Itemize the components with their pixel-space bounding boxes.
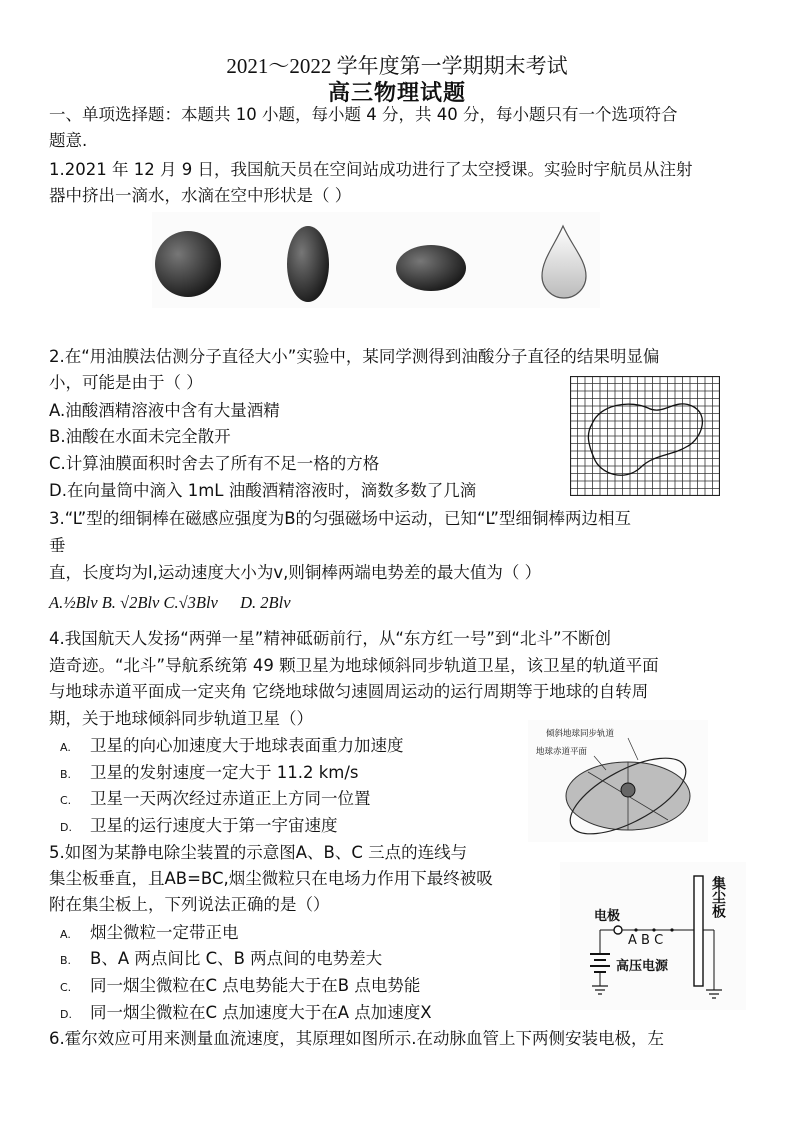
question-5-text: 附在集尘板上，下列说法正确的是（）	[49, 895, 330, 914]
round-drop	[155, 231, 221, 297]
vertical-oval-drop	[287, 226, 329, 302]
water-drop-figure	[152, 212, 600, 308]
question-3-option-b: B. √2Blv	[101, 593, 160, 612]
equator-label: 地球赤道平面	[536, 747, 588, 757]
question-4-text: 4.我国航天人发扬“两弹一星”精神砥砺前行，从“东方红一号”到“北斗”不断创	[49, 629, 612, 648]
oil-film-grid-figure	[570, 376, 720, 496]
horizontal-oval-drop	[396, 245, 466, 291]
exam-subtitle: 高三物理试题	[327, 81, 466, 106]
question-3-option-a: A.½Blv	[49, 593, 98, 612]
section-heading-line: 题意.	[49, 131, 88, 150]
question-3-text: 直，长度均为l,运动速度大小为v,则铜棒两端电势差的最大值为（ ）	[49, 563, 542, 582]
question-1-text: 1.2021 年 12 月 9 日，我国航天员在空间站成功进行了太空授课。实验时宇航员从注射	[49, 160, 693, 179]
earth	[621, 783, 635, 797]
question-1-text: 器中挤出一滴水，水滴在空中形状是（ ）	[49, 186, 352, 205]
question-2-text: 2.在“用油膜法估测分子直径大小”实验中，某同学测得到油酸分子直径的结果明显偏	[49, 347, 660, 366]
question-5-option-a: A. 烟尘微粒一定带正电	[60, 923, 239, 942]
question-4-text: 造奇迹。“北斗”导航系统第 49 颗卫星为地球倾斜同步轨道卫星，该卫星的轨道平面	[49, 656, 659, 675]
question-2-option-a: A.油酸酒精溶液中含有大量酒精	[49, 401, 280, 420]
question-2-text: 小，可能是由于（ ）	[49, 373, 203, 392]
question-3-text: 3.“L”型的细铜棒在磁感应强度为B的匀强磁场中运动，已知“L”型细铜棒两边相互	[49, 509, 631, 528]
question-3-option-d: D. 2Blv	[240, 593, 291, 612]
question-5-option-b: B. B、A 两点间比 C、B 两点间的电势差大	[60, 949, 383, 968]
question-5-text: 5.如图为某静电除尘装置的示意图A、B、C 三点的连线与	[49, 843, 468, 862]
question-2-option-b: B.油酸在水面未完全散开	[49, 427, 231, 446]
orbit-label: 倾斜地球同步轨道	[546, 729, 615, 739]
inclined-orbit-figure	[528, 720, 708, 842]
collector-plate	[694, 876, 703, 986]
question-4-text: 期，关于地球倾斜同步轨道卫星（）	[49, 709, 313, 728]
question-2-option-c: C.计算油膜面积时舍去了所有不足一格的方格	[49, 454, 380, 473]
question-4-option-b: B. 卫星的发射速度一定大于 11.2 km/s	[60, 763, 359, 782]
question-5-text: 集尘板垂直，且AB=BC,烟尘微粒只在电场力作用下最终被吸	[49, 869, 493, 888]
section-heading-line: 一、单项选择题：本题共 10 小题，每小题 4 分，共 40 分，每小题只有一个选项符合	[49, 105, 678, 124]
question-5-option-d: D. 同一烟尘微粒在C 点加速度大于在A 点加速度X	[60, 1003, 432, 1022]
question-3-option-c: C.√3Blv	[163, 593, 218, 612]
electrode-label: 电极	[594, 909, 621, 924]
points-label: A B C	[628, 933, 664, 948]
question-3-text: 垂	[49, 536, 66, 555]
question-3-options	[49, 592, 291, 614]
question-4-option-d: D. 卫星的运行速度大于第一宇宙速度	[60, 816, 338, 835]
question-4-option-c: C. 卫星一天两次经过赤道正上方同一位置	[60, 789, 371, 808]
electrode	[614, 926, 622, 934]
question-2-option-d: D.在向量筒中滴入 1mL 油酸酒精溶液时，滴数多数了几滴	[49, 481, 477, 500]
exam-title: 2021～2022 学年度第一学期期末考试	[226, 54, 568, 78]
question-4-text: 与地球赤道平面成一定夹角 它绕地球做匀速圆周运动的运行周期等于地球的自转周	[49, 682, 649, 701]
question-6-text: 6.霍尔效应可用来测量血流速度，其原理如图所示.在动脉血管上下两侧安装电极，左	[49, 1029, 664, 1048]
precipitator-figure	[560, 862, 746, 1010]
collector-label: 集尘板	[710, 876, 726, 918]
question-5-option-c: C. 同一烟尘微粒在C 点电势能大于在B 点电势能	[60, 976, 421, 995]
power-label: 高压电源	[616, 959, 669, 974]
question-4-option-a: A. 卫星的向心加速度大于地球表面重力加速度	[60, 736, 404, 755]
